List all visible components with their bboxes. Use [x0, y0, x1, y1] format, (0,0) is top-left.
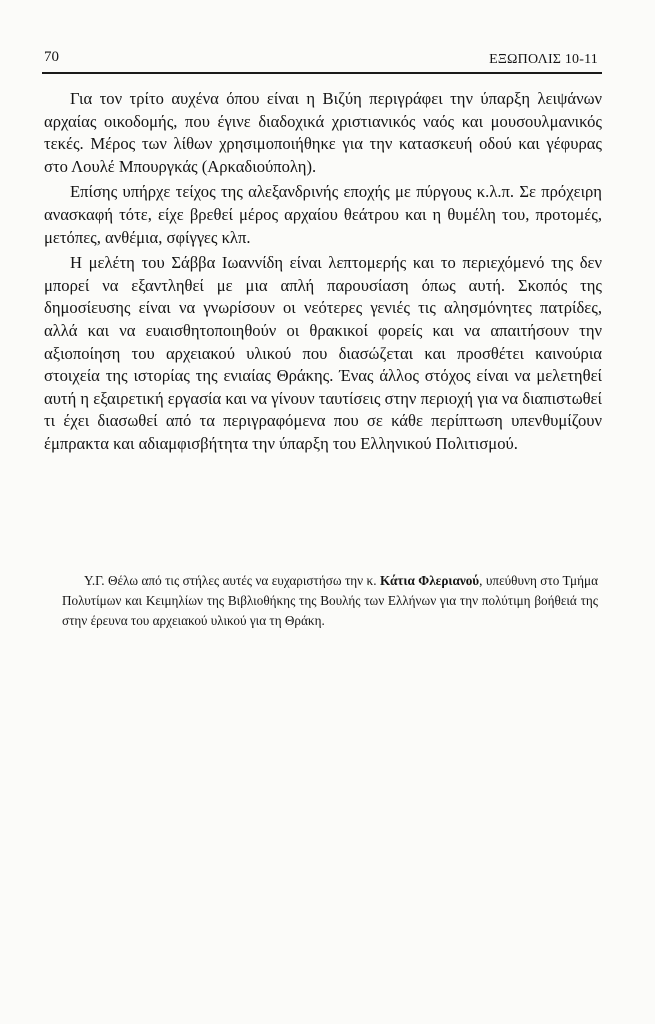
footnote-text-before: Υ.Γ. Θέλω από τις στήλες αυτές να ευχαριστήσω την κ.: [84, 573, 380, 588]
footnote-text-after: , υπεύθυνη στο Τμήμα Πολυτίμων και Κειμηλίων της Βιβλιοθήκης της Βουλής των Ελλήνων για την πολύτιμη βοήθειά της στην έρευνα του αρχειακού υλικού για τη Θράκη.: [62, 573, 598, 628]
footnote-name: Κάτια Φλεριανού: [379, 573, 480, 588]
body-text: [44, 88, 602, 456]
paragraph-3: Η μελέτη του Σάββα Ιωαννίδη είναι λεπτομερής και το περιεχόμενό της δεν μπορεί να εξαντληθεί με μια απλή παρουσίαση όπως αυτή. Σκοπός της δημοσίευσης είναι να γνωρίσουν οι νεότερες γενιές τις αλησμόνητες πατρίδες, αλλά και να ευαισθητοποιηθούν οι θρακικοί φορείς και να απαιτήσουν την αξιοποίηση του αρχειακού υλικού που διασώζεται και προσθέτει καινούρια στοιχεία της ιστορίας της ενιαίας Θράκης. Ένας άλλος στόχος είναι να μελετηθεί αυτή η εξαιρετική εργασία και να γίνουν ταυτίσεις στην περιοχή για να διαπιστωθεί τι έχει διασωθεί από τα περιγραφόμενα που σε κάθε περίπτωση υπενθυμίζουν έμπρακτα και αδιαμφισβήτητα την ύπαρξη του Ελληνικού Πολιτισμού.: [44, 253, 602, 453]
page-header: [42, 46, 602, 74]
running-head: ΕΞΩΠΟΛΙΣ 10-11: [489, 52, 598, 67]
page-number: 70: [44, 49, 59, 65]
paragraph-2: Επίσης υπήρχε τείχος της αλεξανδρινής εποχής με πύργους κ.λ.π. Σε πρόχειρη ανασκαφή τότε, είχε βρεθεί μέρος αρχαίου θεάτρου και η θυμέλη του, προτομές, μετόπες, ανθέμια, σφίγγες κλπ.: [44, 182, 602, 247]
footnote: [62, 571, 598, 631]
paragraph-1: Για τον τρίτο αυχένα όπου είναι η Βιζύη περιγράφει την ύπαρξη λειψάνων αρχαίας οικοδομής, που έγινε διαδοχικά χριστιανικός ναός και μουσουλμανικός τεκές. Μέρος των λίθων χρησιμοποιήθηκε για την κατασκευή οδού και γέφυρας στο Λουλέ Μπουργκάς (Αρκαδιούπολη).: [44, 89, 602, 176]
